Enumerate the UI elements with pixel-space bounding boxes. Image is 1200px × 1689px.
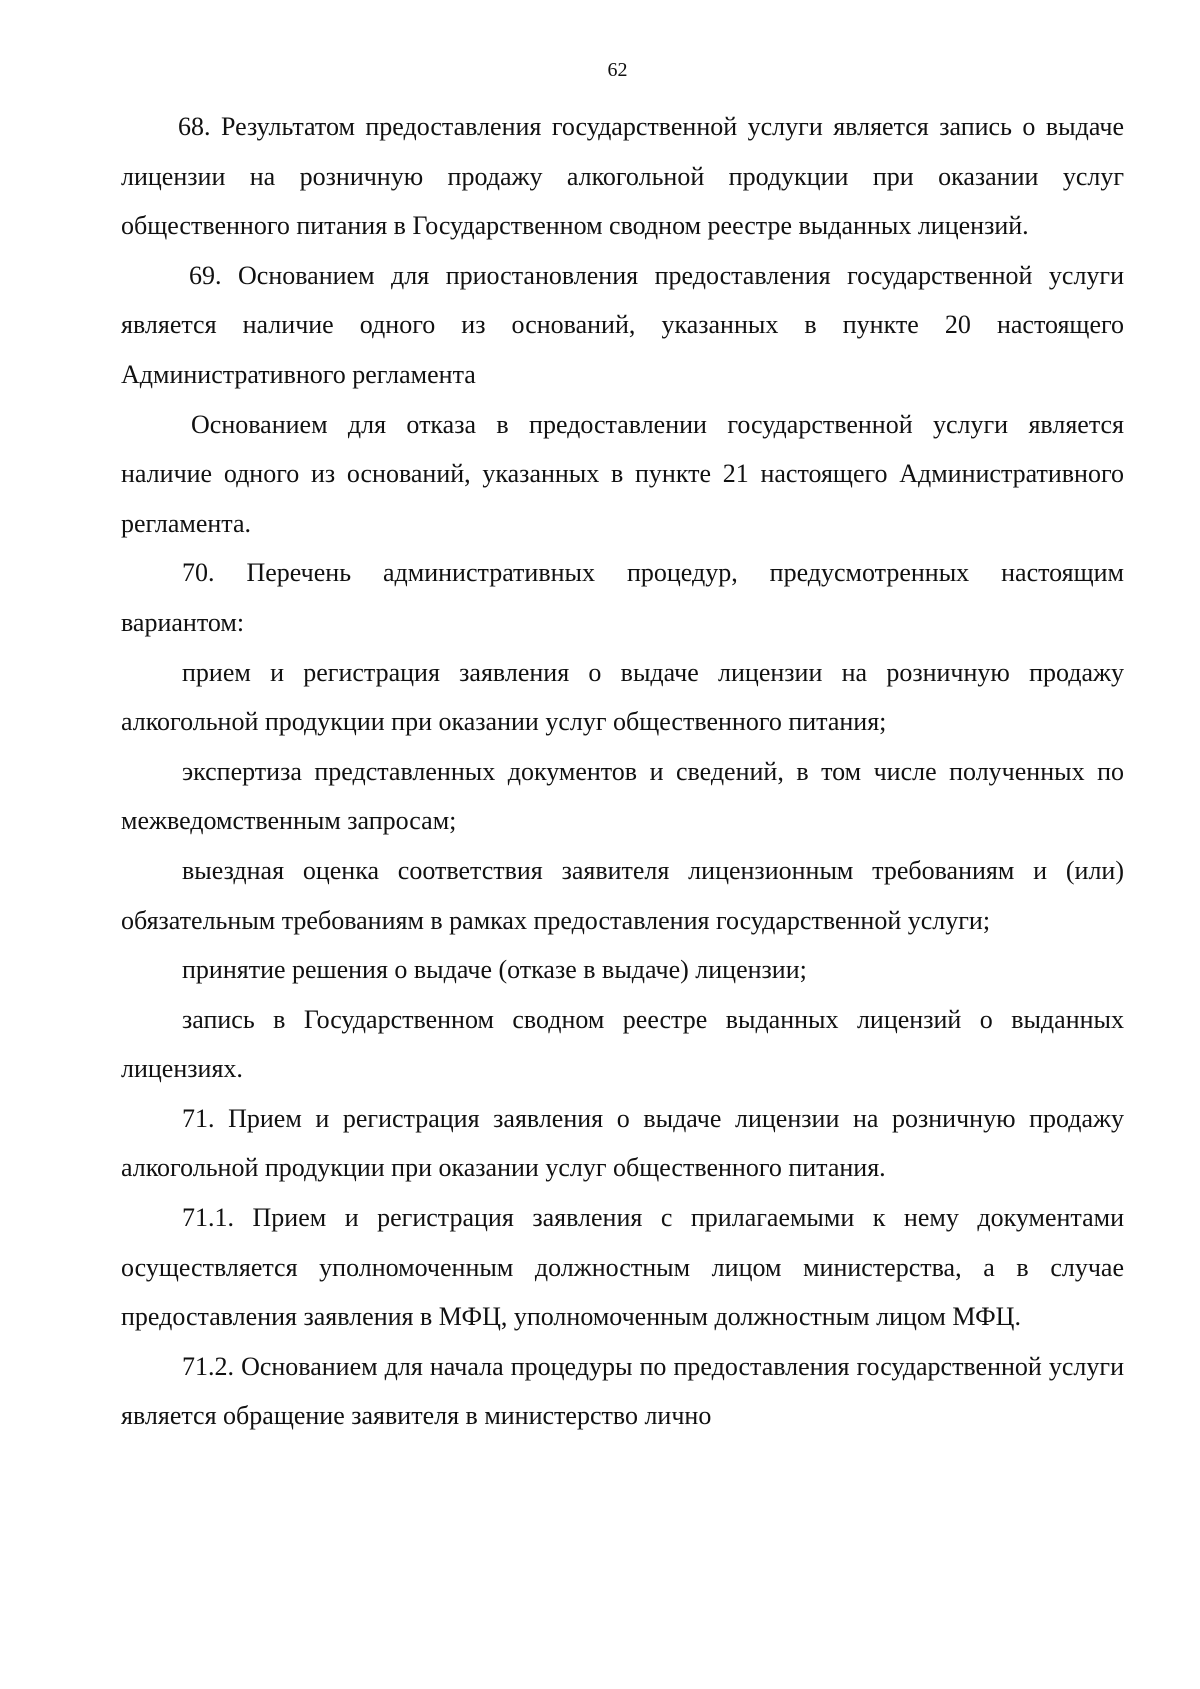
list-item-decision: принятие решения о выдаче (отказе в выдаче) лицензии; xyxy=(182,955,807,985)
paragraph-refusal-grounds: Основанием для отказа в предоставлении государственной услуги является наличие одного из оснований, указанных в пункте 21 настоящего Административного регламента. xyxy=(121,409,1124,538)
paragraph-71-2: 71.2. Основанием для начала процедуры по предоставления государственной услуги является обращение заявителя в министерство лично xyxy=(121,1351,1124,1431)
paragraph-71-1: 71.1. Прием и регистрация заявления с прилагаемыми к нему документами осуществляется уполномоченным должностным лицом министерства, а в случае предоставления заявления в МФЦ, уполномоченным должностным лицом МФЦ. xyxy=(121,1203,1124,1332)
paragraph-70-procedures-list: 70. Перечень административных процедур, предусмотренных настоящим вариантом: xyxy=(121,558,1124,637)
paragraph-71-reception: 71. Прием и регистрация заявления о выдаче лицензии на розничную продажу алкогольной продукции при оказании услуг общественного питания. xyxy=(121,1103,1124,1183)
document-body xyxy=(121,102,1124,1441)
list-item-onsite-assessment: выездная оценка соответствия заявителя лицензионным требованиям и (или) обязательным требованиям в рамках предоставления государственной услуги; xyxy=(121,855,1124,935)
paragraph-68-result: 68. Результатом предоставления государственной услуги является запись о выдаче лицензии на розничную продажу алкогольной продукции при оказании услуг общественного питания в Государственном сводном реестре выданных лицензий. xyxy=(121,112,1124,241)
list-item-registry-entry: запись в Государственном сводном реестре выданных лицензий о выданных лицензиях. xyxy=(121,1004,1124,1084)
page-number: 62 xyxy=(607,59,628,81)
list-item-document-examination: экспертиза представленных документов и сведений, в том числе полученных по межведомственным запросам; xyxy=(121,756,1124,836)
paragraph-69-suspension-grounds: 69. Основанием для приостановления предоставления государственной услуги является наличие одного из оснований, указанных в пункте 20 настоящего Административного регламента xyxy=(121,260,1124,389)
list-item-reception-registration: прием и регистрация заявления о выдаче лицензии на розничную продажу алкогольной продукции при оказании услуг общественного питания; xyxy=(121,657,1124,737)
